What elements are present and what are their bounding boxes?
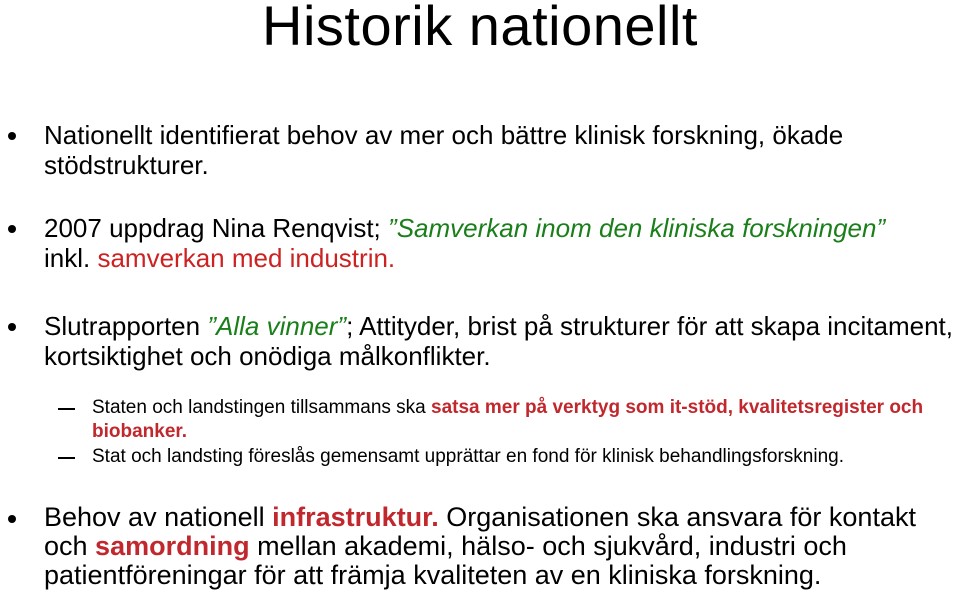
bullet-2-red-text: samverkan med industrin. — [97, 243, 396, 273]
bullet-4-red-infrastruktur: infrastruktur. — [272, 502, 439, 532]
bullet-2-lead: 2007 uppdrag Nina Renqvist; — [44, 213, 389, 243]
sub-bullet-1-text — [92, 396, 960, 444]
bullet-4-rest: mellan akademi, hälso- och sjukvård, industri och patientföreningar för att främja kvaliteten av en kliniska forskning. — [44, 531, 847, 590]
bullet-4-red-samordning: samordning — [95, 531, 250, 561]
bullet-4-mid: Organisationen ska ansvara för kontakt och — [44, 502, 916, 561]
bullet-3-rest: ; Attityder, brist på strukturer för att skapa incitament, kortsiktighet och onödiga målkonflikter. — [44, 311, 954, 371]
bullet-dot — [8, 225, 16, 233]
quote-close: ” — [337, 311, 347, 341]
bullet-dot — [8, 515, 16, 523]
bullet-3-lead: Slutrapporten — [44, 311, 208, 341]
sub-bullet-1-lead: Staten och landstingen tillsammans ska — [92, 397, 432, 418]
bullet-dot — [8, 323, 16, 331]
bullet-4-text — [44, 503, 954, 590]
report-title-samverkan: Samverkan inom den kliniska forskningen — [396, 213, 877, 243]
bullet-2-inkl: inkl. — [44, 243, 98, 273]
bullet-dot — [8, 132, 16, 140]
bullet-1-text: Nationellt identifierat behov av mer och bättre klinisk forskning, ökade stödstrukturer. — [44, 120, 844, 180]
sub-bullet-2-text: Stat och landsting föreslås gemensamt upprättar en fond för klinisk behandlingsforskning. — [92, 446, 844, 467]
bullet-4-lead: Behov av nationell — [44, 502, 273, 532]
quote-open: ” — [388, 213, 397, 243]
dash-marker — [58, 408, 75, 410]
slide-title: Historik nationellt — [262, 0, 698, 57]
bullet-2-text — [44, 213, 954, 273]
sub-bullet-1-red: satsa mer på verktyg som it-stöd, kvalitetsregister och biobanker. — [92, 397, 924, 442]
dash-marker — [58, 457, 75, 459]
bullet-3-text — [44, 311, 954, 371]
quote-close: ” — [876, 213, 886, 243]
report-title-alla-vinner: Alla vinner — [216, 311, 338, 341]
quote-open: ” — [207, 311, 216, 341]
